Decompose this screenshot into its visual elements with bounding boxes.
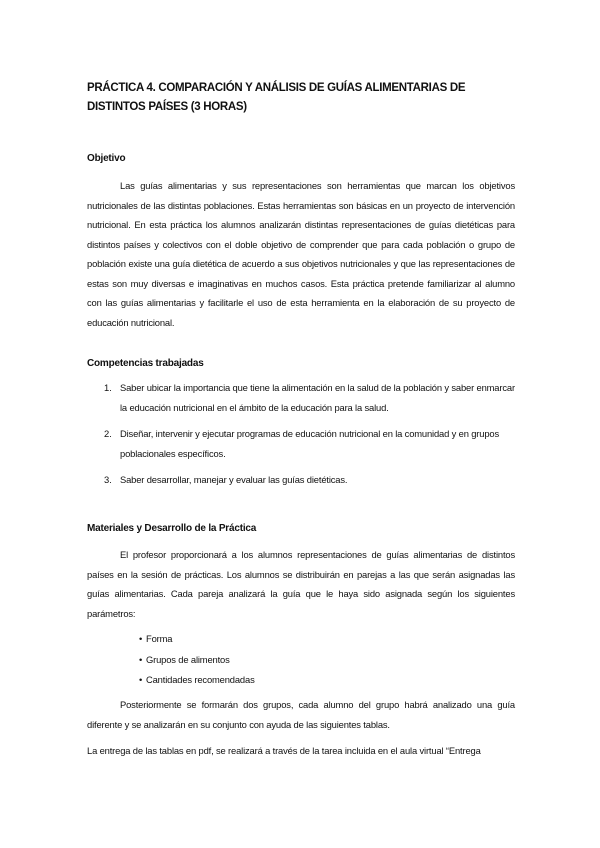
competencia-number: 1. (104, 382, 112, 393)
parametro-item (130, 629, 255, 650)
bullet-icon: • (139, 674, 143, 685)
competencia-number: 3. (104, 474, 112, 485)
parametro-text: Forma (146, 633, 173, 644)
materiales-heading: Materiales y Desarrollo de la Práctica (87, 523, 257, 534)
competencia-number: 2. (104, 428, 112, 439)
competencia-item (87, 424, 517, 463)
posterior-paragraph: Posteriormente se formarán dos grupos, cada alumno del grupo habrá analizado una guía diferente y se analizarán en su conjunto con ayuda de las siguientes tablas. (87, 699, 515, 730)
competencia-item (87, 378, 517, 417)
materiales-paragraph: El profesor proporcionará a los alumnos representaciones de guías alimentarias de distintos países en la sesión de prácticas. Los alumnos se distribuirán en parejas a las que serán asignadas las guías alimentarias. Cada pareja analizará la guía que le haya sido asignada según los siguientes parámetros: (87, 549, 515, 619)
competencia-item (87, 470, 517, 490)
competencia-text: Saber desarrollar, manejar y evaluar las guías dietéticas. (120, 474, 348, 485)
competencia-text: Diseñar, intervenir y ejecutar programas de educación nutricional en la comunidad y en grupos poblacionales específicos. (120, 428, 499, 459)
bullet-icon: • (139, 633, 143, 644)
parametro-text: Cantidades recomendadas (146, 674, 255, 685)
bullet-icon: • (139, 653, 143, 665)
parametro-item (130, 650, 255, 671)
parametros-list (130, 629, 255, 691)
parametro-text: Grupos de alimentos (146, 653, 230, 665)
objetivo-heading: Objetivo (87, 153, 126, 164)
page-title: PRÁCTICA 4. COMPARACIÓN Y ANÁLISIS DE GUÍAS ALIMENTARIAS DE DISTINTOS PAÍSES (3 HORAS) (87, 82, 466, 113)
entrega-paragraph: La entrega de las tablas en pdf, se realizará a través de la tarea incluida en el aula virtual “Entrega (87, 745, 481, 756)
competencias-list (87, 378, 517, 497)
competencias-heading: Competencias trabajadas (87, 358, 204, 369)
objetivo-paragraph: Las guías alimentarias y sus representaciones son herramientas que marcan los objetivos nutricionales de las distintas poblaciones. Estas herramientas son básicas en un proyecto de intervención nutricional. En esta práctica los alumnos analizarán distintas representaciones de guías dietéticas para distintos países y colectivos con el doble objetivo de comprender que para cada población o grupo de población existe una guía dietética de acuerdo a sus objetivos nutricionales y que las representaciones de estas son muy diversas e imaginativas en muchos casos. Esta práctica pretende familiarizar al alumno con las guías alimentarias y facilitarle el uso de esta herramienta en la elaboración de su proyecto de educación nutricional. (87, 180, 515, 328)
competencia-text: Saber ubicar la importancia que tiene la alimentación en la salud de la población y saber enmarcar la educación nutricional en el ámbito de la educación para la salud. (120, 382, 515, 413)
parametro-item (130, 670, 255, 691)
